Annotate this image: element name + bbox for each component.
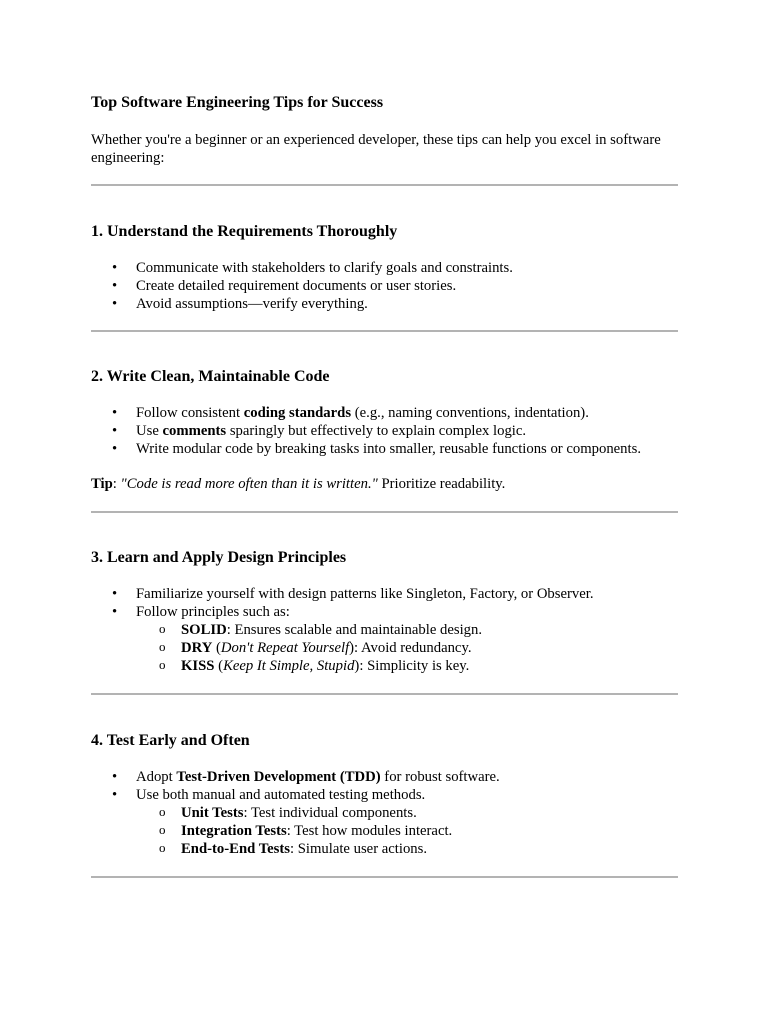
list-item: • Familiarize yourself with design patterns like Singleton, Factory, or Observer. <box>91 585 679 603</box>
horizontal-rule <box>91 876 678 878</box>
sub-list-item: o Unit Tests: Test individual components. <box>136 804 679 822</box>
intro-paragraph: Whether you're a beginner or an experienced developer, these tips can help you excel in software engineering: <box>91 132 661 166</box>
bullet-list <box>91 585 679 675</box>
page-title: Top Software Engineering Tips for Success <box>91 94 384 111</box>
section-clean-code <box>91 367 679 493</box>
tip-paragraph: Tip: "Code is read more often than it is written." Prioritize readability. <box>91 476 506 492</box>
list-item: • Follow consistent coding standards (e.g., naming conventions, indentation). <box>91 404 679 422</box>
sub-list-item: o Integration Tests: Test how modules interact. <box>136 822 679 840</box>
list-item: • Write modular code by breaking tasks into smaller, reusable functions or components. <box>91 440 679 458</box>
horizontal-rule <box>91 693 678 695</box>
section-heading: 3. Learn and Apply Design Principles <box>91 549 347 566</box>
list-item: • Communicate with stakeholders to clarify goals and constraints. <box>91 259 679 277</box>
list-item: • Use comments sparingly but effectively to explain complex logic. <box>91 422 679 440</box>
sub-list <box>136 621 679 675</box>
sub-list-item: o End-to-End Tests: Simulate user actions. <box>136 840 679 858</box>
sub-list <box>136 804 679 858</box>
horizontal-rule <box>91 511 678 513</box>
sub-list-item: o SOLID: Ensures scalable and maintainable design. <box>136 621 679 639</box>
list-item: • Avoid assumptions—verify everything. <box>91 295 679 313</box>
section-heading: 2. Write Clean, Maintainable Code <box>91 368 330 385</box>
section-heading: 4. Test Early and Often <box>91 732 250 749</box>
section-testing <box>91 731 679 858</box>
list-item: • Follow principles such as: o SOLID: Ensures scalable and maintainable design. o DRY (Don't Repeat Yourself): Avoid redundancy. o KISS (Keep It Simple, Stupid): Simplicity is key. <box>91 603 679 675</box>
bullet-list <box>91 259 679 313</box>
section-design-principles <box>91 548 679 675</box>
sub-list-item: o DRY (Don't Repeat Yourself): Avoid redundancy. <box>136 639 679 657</box>
list-item: • Use both manual and automated testing methods. o Unit Tests: Test individual components. o Integration Tests: Test how modules interact. o End-to-End Tests: Simulate user actions. <box>91 786 679 858</box>
horizontal-rule <box>91 330 678 332</box>
section-heading: 1. Understand the Requirements Thoroughly <box>91 223 398 240</box>
section-requirements <box>91 222 679 313</box>
list-item: • Create detailed requirement documents or user stories. <box>91 277 679 295</box>
bullet-list <box>91 768 679 858</box>
horizontal-rule <box>91 184 678 186</box>
list-item: • Adopt Test-Driven Development (TDD) for robust software. <box>91 768 679 786</box>
sub-list-item: o KISS (Keep It Simple, Stupid): Simplicity is key. <box>136 657 679 675</box>
bullet-list <box>91 404 679 458</box>
